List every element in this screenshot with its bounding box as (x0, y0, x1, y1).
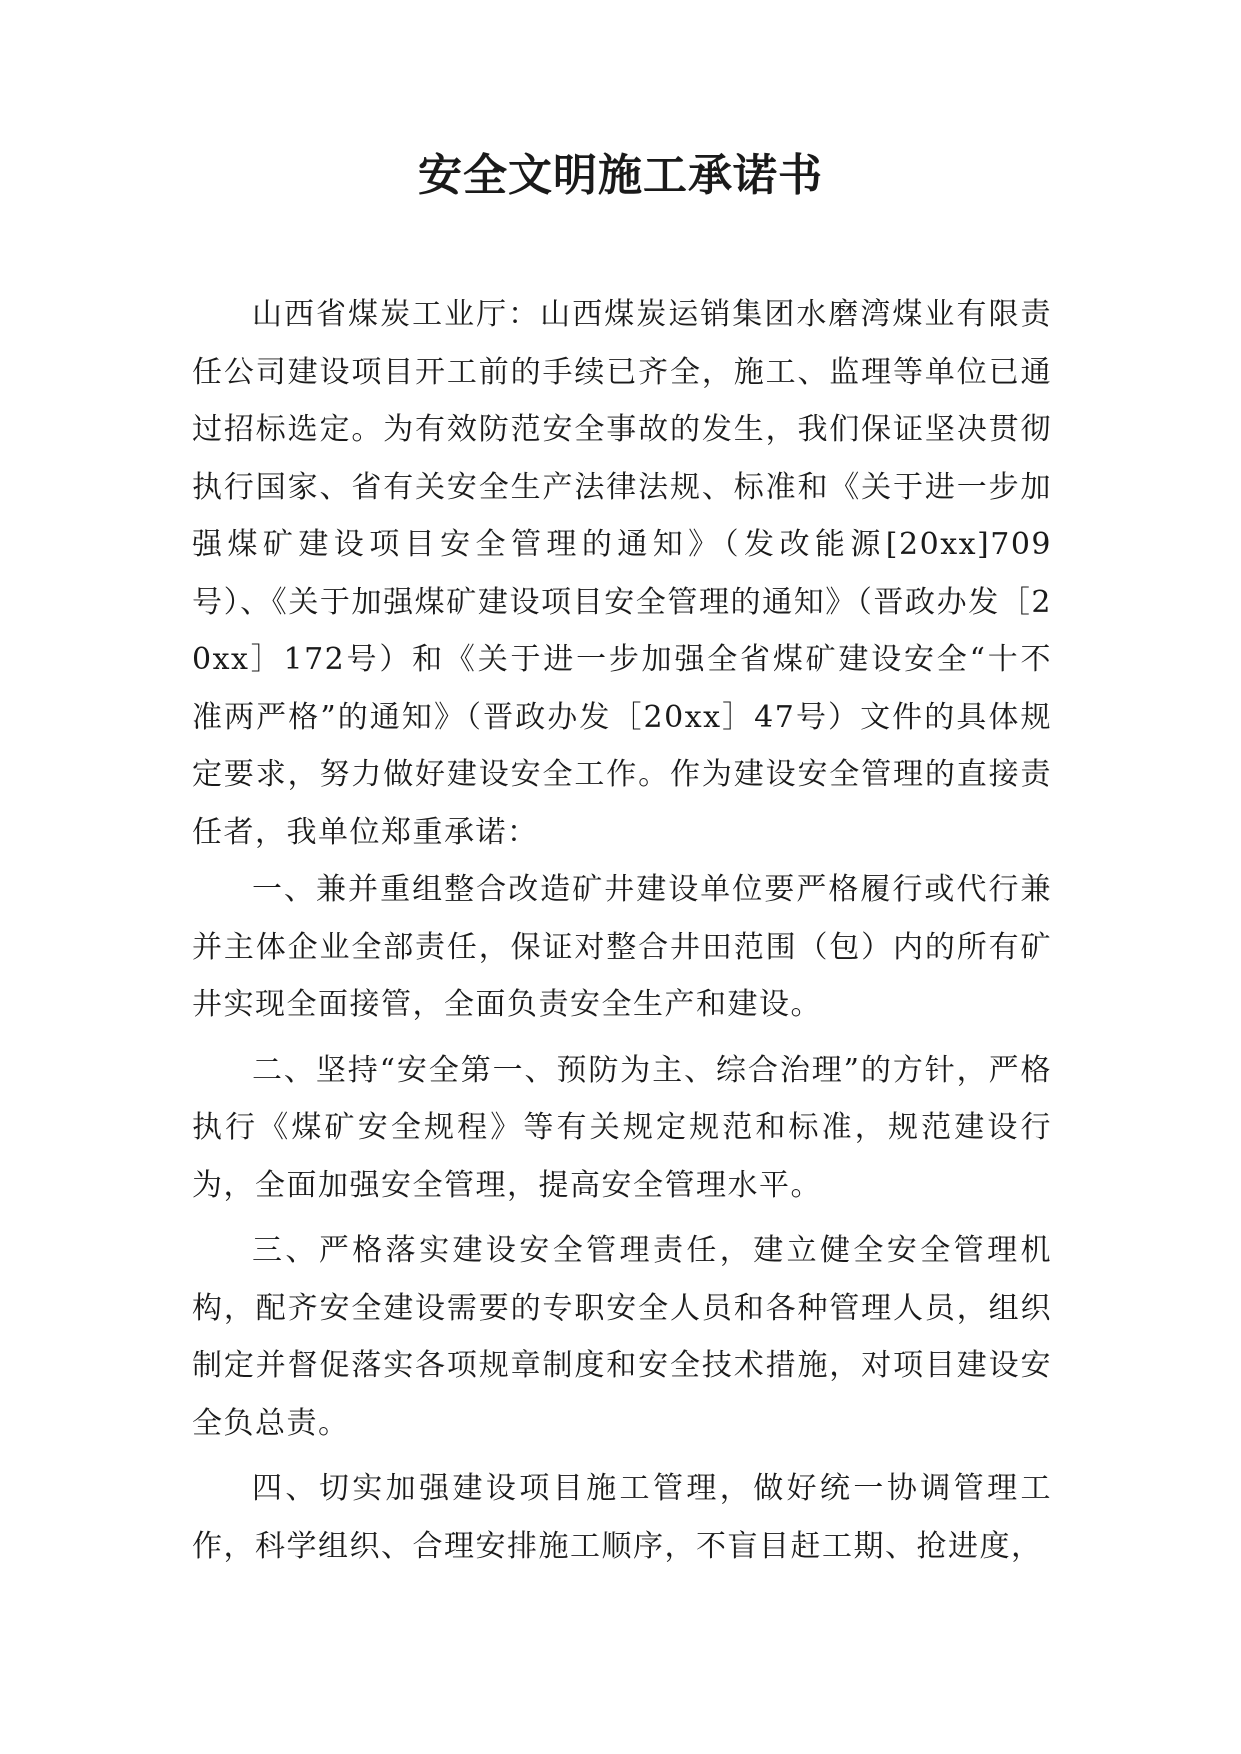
paragraph-intro: 山西省煤炭工业厅：山西煤炭运销集团水磨湾煤业有限责任公司建设项目开工前的手续已齐全，施工、监理等单位已通过招标选定。为有效防范安全事故的发生，我们保证坚决贯彻执行国家、省有关安全生产法律法规、标准和《关于进一步加强煤矿建设项目安全管理的通知》（发改能源[20xx]709号）、《关于加强煤矿建设项目安全管理的通知》（晋政办发［20xx］172号）和《关于进一步加强全省煤矿建设安全“十不准两严格”的通知》（晋政办发［20xx］47号）文件的具体规定要求，努力做好建设安全工作。作为建设安全管理的直接责任者，我单位郑重承诺： (192, 297, 1052, 850)
document-title: 安全文明施工承诺书 (418, 150, 823, 201)
document-body (192, 286, 1052, 1575)
paragraph-item-4: 四、切实加强建设项目施工管理，做好统一协调管理工作，科学组织、合理安排施工顺序，不盲目赶工期、抢进度， (192, 1471, 1052, 1564)
paragraph-item-3: 三、严格落实建设安全管理责任，建立健全安全管理机构，配齐安全建设需要的专职安全人员和各种管理人员，组织制定并督促落实各项规章制度和安全技术措施，对项目建设安全负总责。 (192, 1233, 1052, 1441)
paragraph-item-2: 二、坚持“安全第一、预防为主、综合治理”的方针，严格执行《煤矿安全规程》等有关规定规范和标准，规范建设行为，全面加强安全管理，提高安全管理水平。 (192, 1052, 1052, 1203)
paragraph-item-1: 一、兼并重组整合改造矿井建设单位要严格履行或代行兼并主体企业全部责任，保证对整合井田范围（包）内的所有矿井实现全面接管，全面负责安全生产和建设。 (192, 872, 1052, 1022)
